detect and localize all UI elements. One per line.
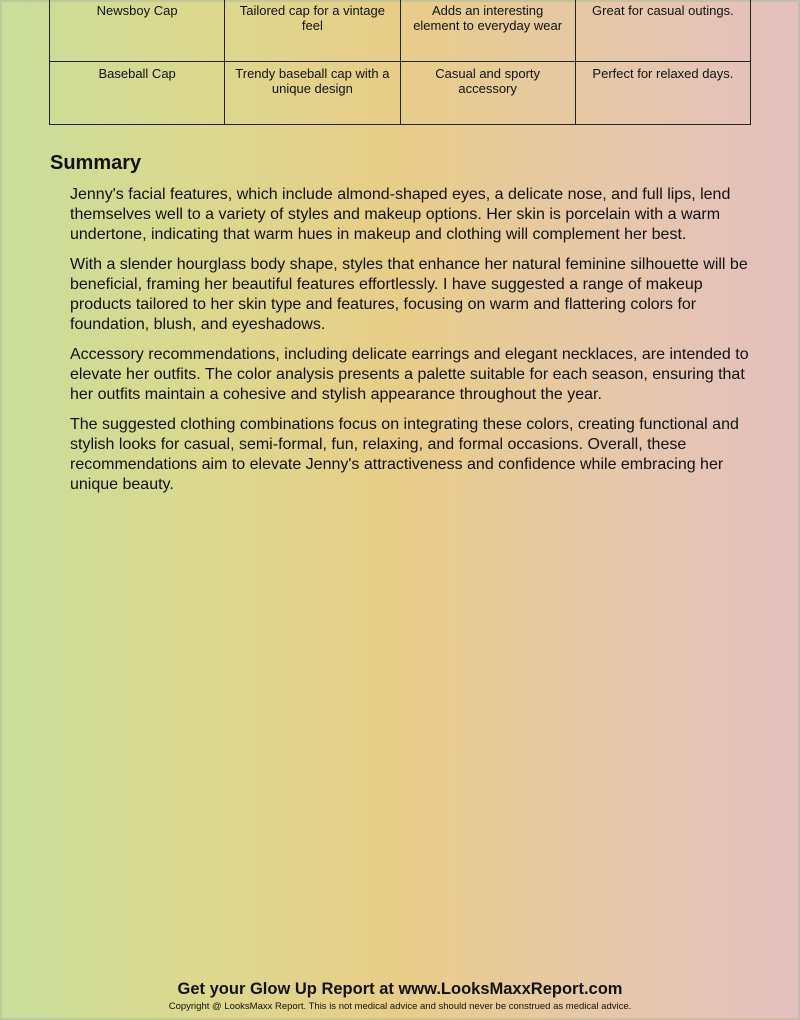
summary-paragraph: Accessory recommendations, including delicate earrings and elegant necklaces, are intended to elevate her outfits. The color analysis presents a palette suitable for each season, ensuring that her outfits maintain a cohesive and stylish appearance throughout the year.	[70, 346, 749, 403]
table-cell-hat-name: Baseball Cap	[50, 62, 225, 125]
table-cell-occasion: Perfect for relaxed days.	[575, 62, 750, 125]
footer-call-to-action: Get your Glow Up Report at www.LooksMaxxReport.com	[177, 980, 623, 998]
summary-paragraph: The suggested clothing combinations focus on integrating these colors, creating functional and stylish looks for casual, semi-formal, fun, relaxing, and formal occasions. Overall, these recommendations aim to elevate Jenny's attractiveness and confidence while embracing her unique beauty.	[70, 416, 739, 493]
table-cell-benefit: Casual and sporty accessory	[400, 62, 575, 125]
summary-paragraph: With a slender hourglass body shape, styles that enhance her natural feminine silhouette will be beneficial, framing her beautiful features effortlessly. I have suggested a range of makeup products tailored to her skin type and features, focusing on warm and flattering colors for foundation, blush, and eyeshadows.	[70, 256, 748, 333]
summary-body	[70, 185, 760, 505]
hat-recommendations-table	[49, 0, 751, 125]
table-cell-benefit: Adds an interesting element to everyday wear	[400, 0, 575, 62]
summary-heading: Summary	[50, 152, 142, 174]
table-cell-description: Tailored cap for a vintage feel	[225, 0, 400, 62]
table-cell-hat-name: Newsboy Cap	[50, 0, 225, 62]
table-cell-occasion: Great for casual outings.	[575, 0, 750, 62]
table-row	[50, 0, 751, 62]
table-cell-description: Trendy baseball cap with a unique design	[225, 62, 400, 125]
footer-copyright: Copyright @ LooksMaxx Report. This is not medical advice and should never be construed as medical advice.	[168, 1001, 632, 1012]
table-row	[50, 62, 751, 125]
summary-paragraph: Jenny's facial features, which include almond-shaped eyes, a delicate nose, and full lips, lend themselves well to a variety of styles and makeup options. Her skin is porcelain with a warm undertone, indicating that warm hues in makeup and clothing will complement her best.	[70, 186, 731, 243]
